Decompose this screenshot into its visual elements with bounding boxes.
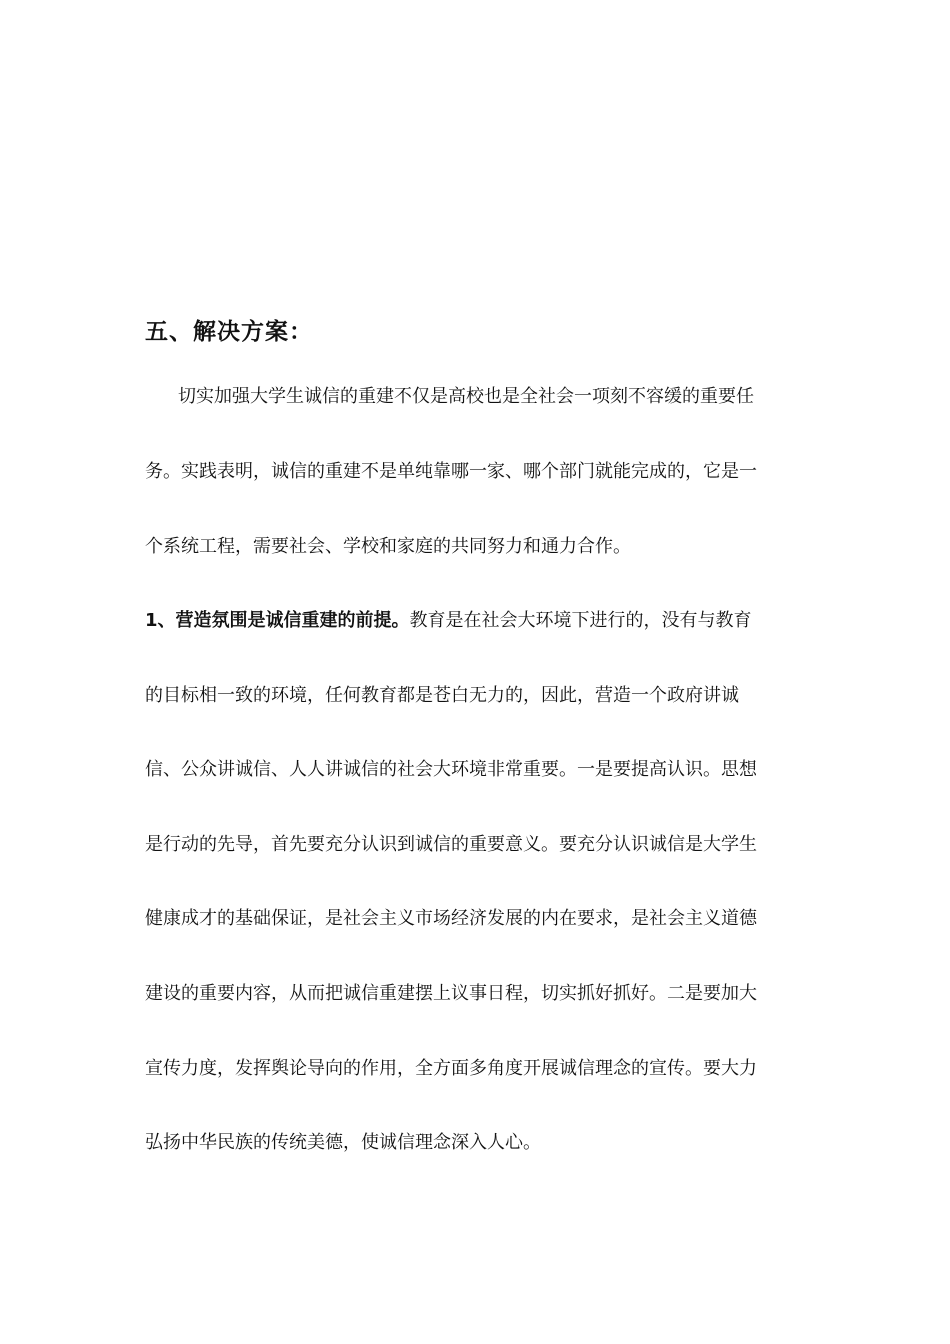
paragraph-2-bold-lead: 1、营造氛围是诚信重建的前提。 (145, 610, 410, 631)
paragraph-2-line-1-text: 教育是在社会大环境下进行的，没有与教育 (409, 610, 752, 631)
paragraph-1-line-2: 务。实践表明，诚信的重建不是单纯靠哪一家、哪个部门就能完成的，它是一 (145, 461, 757, 482)
paragraph-2-line-7: 宣传力度，发挥舆论导向的作用，全方面多角度开展诚信理念的宣传。要大力 (145, 1058, 757, 1079)
paragraph-2-line-6: 建设的重要内容，从而把诚信重建摆上议事日程，切实抓好抓好。二是要加大 (145, 983, 757, 1004)
paragraph-2-line-3: 信、公众讲诚信、人人讲诚信的社会大环境非常重要。一是要提高认识。思想 (145, 759, 757, 780)
paragraph-1-line-3: 个系统工程，需要社会、学校和家庭的共同努力和通力合作。 (145, 536, 631, 557)
paragraph-2-line-4: 是行动的先导，首先要充分认识到诚信的重要意义。要充分认识诚信是大学生 (145, 834, 757, 855)
section-heading: 五、解决方案： (145, 319, 313, 345)
paragraph-1-line-1: 切实加强大学生诚信的重建不仅是高校也是全社会一项刻不容缓的重要任 (178, 386, 754, 407)
paragraph-2-line-2: 的目标相一致的环境，任何教育都是苍白无力的，因此，营造一个政府讲诚 (145, 685, 739, 706)
paragraph-2-line-1 (145, 606, 752, 636)
paragraph-2-line-5: 健康成才的基础保证，是社会主义市场经济发展的内在要求，是社会主义道德 (145, 908, 757, 929)
paragraph-2-line-8: 弘扬中华民族的传统美德，使诚信理念深入人心。 (145, 1132, 541, 1153)
